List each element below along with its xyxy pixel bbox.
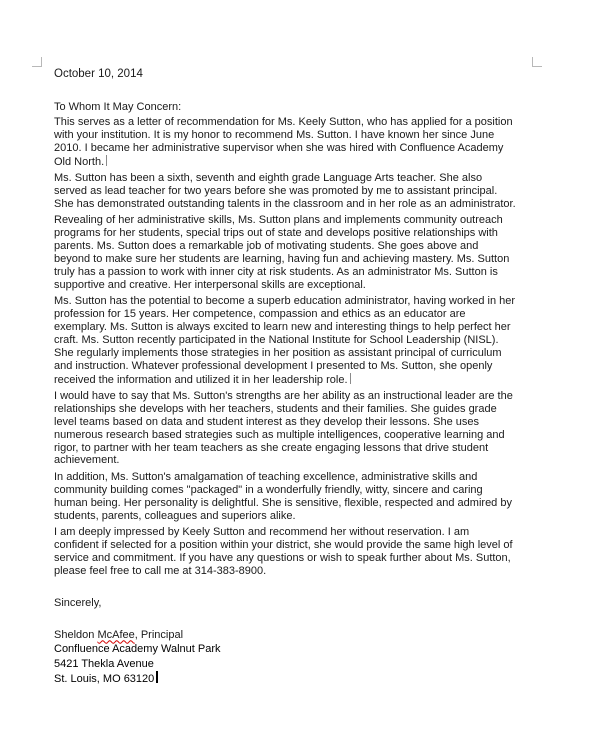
signer-last-name[interactable]: McAfee — [97, 628, 135, 641]
signer-city-state-zip: St. Louis, MO 63120 — [54, 673, 155, 686]
signature-block — [54, 628, 516, 687]
paragraph-potential — [54, 295, 516, 386]
signer-title: , Principal — [134, 628, 184, 641]
text-cursor — [156, 671, 158, 683]
top-left-margin-mark — [32, 57, 42, 67]
paragraph-end-marker — [350, 373, 351, 384]
paragraph-administrative-skills: Revealing of her administrative skills, Ms. Sutton plans and implements community outreach programs for her students, special trips out of state and develops positive relationships with parents. Ms. Sutton does a remarkable job of motivating students. She goes above and beyond to make sure her students are learning, having fun and achieving mastery. Ms. Sutton truly has a passion to work with inner city at risk students. As an administrator Ms. Sutton is supportive and creative. Her interpersonal skills are exceptional. — [54, 214, 510, 291]
signer-street: 5421 Thekla Avenue — [54, 657, 154, 670]
paragraph-personality: In addition, Ms. Sutton's amalgamation of teaching excellence, administrative skills and community building comes "packaged" in a wonderfully friendly, witty, sincere and caring human being. Her personality is delightful. She is sensitive, flexible, respected and admired by students, parents, colleagues and superiors alike. — [54, 470, 512, 522]
letter-date: October 10, 2014 — [54, 68, 143, 80]
paragraph-recommendation: I am deeply impressed by Keely Sutton and recommend her without reservation. I am confident if selected for a position within your district, she would provide the same high level of service and commitment. If you have any questions or wish to speak further about Ms. Sutton, please feel free to call me at 314-383-8900. — [54, 526, 513, 577]
paragraph-text: Ms. Sutton has the potential to become a superb education administrator, having worked in her profession for 15 years. Her competence, compassion and ethics as an educator are exemplary. Ms. Sutton is always excited to learn new and interesting things to help perfect her craft. Ms. Sutton recently participated in the National Institute for School Leadership (NISL). She regularly implements those strategies in her position as assistant principal of curriculum and instruction. Whatever professional development I presented to Ms. Sutton, she openly received the information and utilized it in her leadership role. — [54, 295, 516, 386]
paragraph-introduction — [54, 116, 516, 169]
signer-city-state-zip-line — [54, 671, 516, 687]
paragraph-end-marker — [106, 155, 107, 166]
salutation: To Whom It May Concern: — [54, 100, 182, 113]
paragraph-text: This serves as a letter of recommendation for Ms. Keely Sutton, who has applied for a position with your institution. It is my honor to recommend Ms. Sutton. I have known her since June 2010. I became her administrative supervisor when she was hired with Confluence Academy Old North. — [54, 115, 513, 168]
paragraph-teaching-background: Ms. Sutton has been a sixth, seventh and eighth grade Language Arts teacher. She also served as lead teacher for two years before she was promoted by me to assistant principal. She has demonstrated outstanding talents in the classroom and in her role as an administrator. — [54, 171, 516, 210]
letter-body[interactable] — [54, 68, 516, 687]
paragraph-strengths: I would have to say that Ms. Sutton's strengths are her ability as an instructional leader are the relationships she develops with her teachers, students and their families. She guides grade level teams based on data and student interest as they develop their lessons. She uses numerous research based strategies such as multiple intelligences, cooperative learning and rigor, to partner with her team teachers as she create engaging lessons that drive student achievement. — [54, 389, 513, 467]
closing: Sincerely, — [54, 596, 102, 609]
signer-school: Confluence Academy Walnut Park — [54, 643, 221, 656]
signer-first-name: Sheldon — [54, 628, 95, 641]
top-right-margin-mark — [532, 57, 542, 67]
signer-name-line — [54, 628, 516, 643]
